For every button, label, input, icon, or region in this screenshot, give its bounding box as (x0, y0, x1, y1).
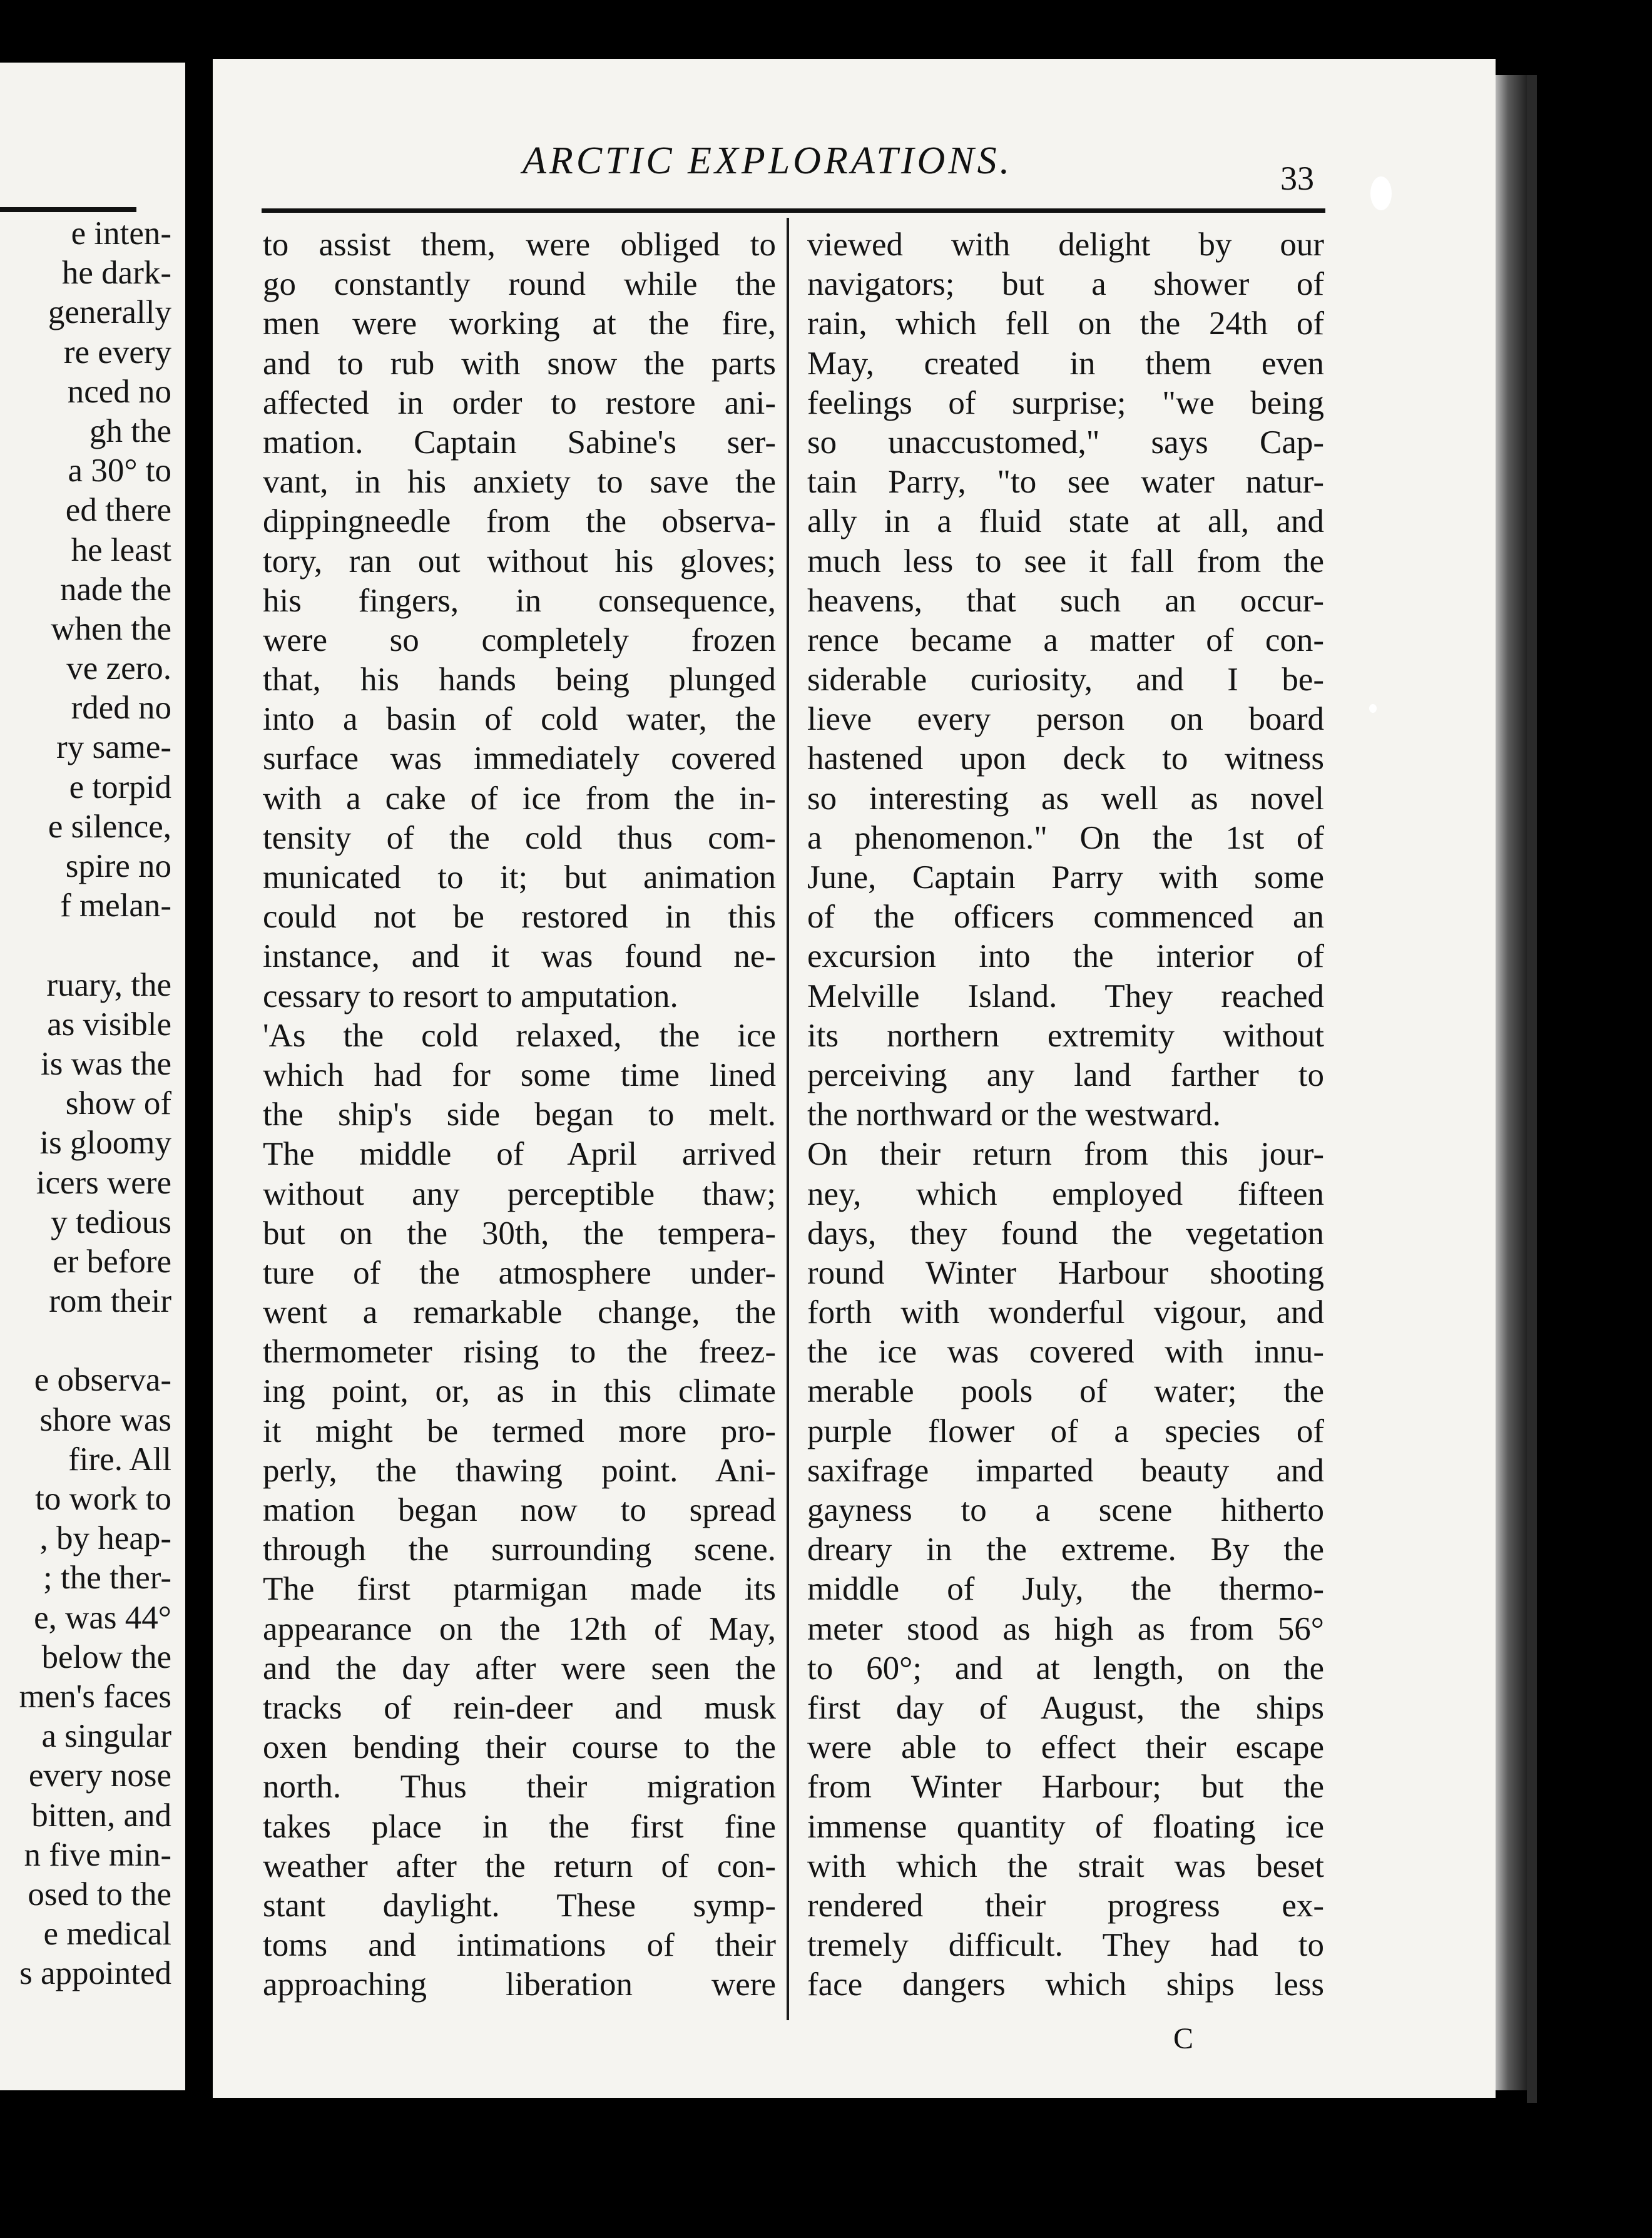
text-line: On their return from this jour- (807, 1136, 1324, 1173)
facing-page-line: e inten- (71, 215, 171, 252)
text-line: excursion into the interior of (807, 938, 1324, 975)
facing-page-text (9, 214, 171, 1993)
text-line: June, Captain Parry with some (807, 859, 1324, 896)
facing-page-line: ve zero. (66, 650, 171, 687)
text-line: with a cake of ice from the in- (263, 780, 776, 817)
text-line: hastened upon deck to witness (807, 740, 1324, 777)
text-line: middle of July, the thermo- (807, 1571, 1324, 1608)
text-line: viewed with delight by our (807, 227, 1324, 263)
text-line: tensity of the cold thus com- (263, 819, 776, 856)
text-line: from Winter Harbour; but the (807, 1769, 1324, 1806)
facing-page-line: e silence, (48, 808, 171, 845)
text-line: that, his hands being plunged (263, 662, 776, 698)
facing-page-line: ; the ther- (43, 1560, 171, 1597)
text-line: tain Parry, "to see water natur- (807, 464, 1324, 501)
text-line: ing point, or, as in this climate (263, 1373, 776, 1410)
text-line: instance, and it was found ne- (263, 938, 776, 975)
text-line: north. Thus their migration (263, 1769, 776, 1806)
facing-page-line: e medical (43, 1916, 171, 1953)
page-edge-dark (1527, 75, 1537, 2103)
facing-page-line: er before (53, 1243, 171, 1280)
column-divider (787, 218, 789, 2020)
text-line: mation. Captain Sabine's ser- (263, 424, 776, 461)
text-line: municated to it; but animation (263, 859, 776, 896)
facing-page-line: generally (48, 294, 171, 331)
text-line: first day of August, the ships (807, 1689, 1324, 1726)
facing-page-line: is was the (40, 1045, 171, 1082)
facing-page-line: ruary, the (46, 966, 171, 1003)
text-line: but on the 30th, the tempera- (263, 1215, 776, 1252)
text-line: saxifrage imparted beauty and (807, 1452, 1324, 1489)
facing-page-line: a 30° to (68, 452, 171, 489)
text-line: round Winter Harbour shooting (807, 1254, 1324, 1291)
text-line: Melville Island. They reached (807, 978, 1324, 1014)
text-line: purple flower of a species of (807, 1413, 1324, 1449)
text-line: heavens, that such an occur- (807, 582, 1324, 619)
facing-page-line: , by heap- (39, 1520, 171, 1557)
text-line: could not be restored in this (263, 899, 776, 936)
facing-page-line: nced no (67, 373, 171, 410)
text-line: men were working at the fire, (263, 305, 776, 342)
facing-page-line: a singular (41, 1718, 171, 1755)
text-line: his fingers, in consequence, (263, 582, 776, 619)
facing-page-line: e, was 44° (34, 1599, 171, 1636)
facing-page-line: nade the (59, 571, 171, 608)
text-line: its northern extremity without (807, 1017, 1324, 1054)
text-line: The first ptarmigan made its (263, 1571, 776, 1608)
facing-page-line: every nose (28, 1757, 171, 1794)
paper-speck (1369, 704, 1377, 713)
facing-page-line: show of (65, 1085, 171, 1122)
text-line: merable pools of water; the (807, 1373, 1324, 1410)
text-line: perly, the thawing point. Ani- (263, 1452, 776, 1489)
text-line: navigators; but a shower of (807, 266, 1324, 303)
facing-page-fragment (0, 63, 185, 2090)
facing-page-line (9, 926, 171, 965)
text-line: rendered their progress ex- (807, 1887, 1324, 1924)
signature-mark: C (1173, 2022, 1194, 2055)
page-edge-shadow (1496, 75, 1527, 2090)
text-line: with which the strait was beset (807, 1847, 1324, 1884)
facing-page-line: he dark- (61, 255, 171, 292)
text-line: so unaccustomed," says Cap- (807, 424, 1324, 461)
facing-page-line: e torpid (69, 769, 171, 805)
text-line: were able to effect their escape (807, 1729, 1324, 1766)
facing-page-line: he least (71, 531, 171, 568)
facing-page-line: shore was (39, 1401, 171, 1438)
text-line: thermometer rising to the freez- (263, 1334, 776, 1371)
text-line: 'As the cold relaxed, the ice (263, 1017, 776, 1054)
facing-page-line: bitten, and (31, 1797, 171, 1834)
text-line: siderable curiosity, and I be- (807, 662, 1324, 698)
text-line: surface was immediately covered (263, 740, 776, 777)
text-line: weather after the return of con- (263, 1847, 776, 1884)
text-line: toms and intimations of their (263, 1927, 776, 1964)
facing-page-line: y tedious (51, 1203, 171, 1240)
text-line: meter stood as high as from 56° (807, 1610, 1324, 1647)
text-line: were so completely frozen (263, 621, 776, 658)
text-line: feelings of surprise; "we being (807, 384, 1324, 421)
facing-page-line: below the (41, 1638, 171, 1675)
page-number: 33 (1280, 160, 1314, 197)
facing-page-line: gh the (89, 412, 171, 449)
text-line: ney, which employed fifteen (807, 1175, 1324, 1212)
text-line: it might be termed more pro- (263, 1413, 776, 1449)
facing-page-line: rom their (49, 1283, 171, 1320)
text-line: vant, in his anxiety to save the (263, 464, 776, 501)
facing-page-line: spire no (65, 848, 171, 884)
text-line: affected in order to restore ani- (263, 384, 776, 421)
facing-page-line: men's faces (19, 1678, 171, 1715)
text-line: through the surrounding scene. (263, 1531, 776, 1568)
facing-page-line: icers were (36, 1164, 171, 1201)
facing-page-line: as visible (47, 1006, 171, 1043)
text-line: rence became a matter of con- (807, 621, 1324, 658)
header-rule (262, 208, 1325, 213)
text-line: into a basin of cold water, the (263, 701, 776, 738)
text-line: dippingneedle from the observa- (263, 503, 776, 540)
text-line: the northward or the westward. (807, 1096, 1221, 1133)
text-line: forth with wonderful vigour, and (807, 1294, 1324, 1331)
text-line: rain, which fell on the 24th of (807, 305, 1324, 342)
text-line: immense quantity of floating ice (807, 1808, 1324, 1845)
facing-page-line: n five min- (24, 1836, 171, 1873)
facing-page-line: osed to the (28, 1876, 171, 1913)
text-line: tory, ran out without his gloves; (263, 543, 776, 580)
text-line: ture of the atmosphere under- (263, 1254, 776, 1291)
facing-page-line: re every (63, 334, 171, 370)
facing-page-line: when the (51, 610, 171, 647)
text-line: stant daylight. These symp- (263, 1887, 776, 1924)
text-line: a phenomenon." On the 1st of (807, 819, 1324, 856)
text-line: appearance on the 12th of May, (263, 1610, 776, 1647)
text-line: days, they found the vegetation (807, 1215, 1324, 1252)
text-line: go constantly round while the (263, 266, 776, 303)
text-line: gayness to a scene hitherto (807, 1492, 1324, 1528)
facing-page-line: ed there (65, 492, 171, 529)
text-line: went a remarkable change, the (263, 1294, 776, 1331)
book-gutter (185, 63, 213, 2090)
text-line: the ship's side began to melt. (263, 1096, 776, 1133)
facing-page-line: fire. All (68, 1441, 171, 1478)
text-line: perceiving any land farther to (807, 1056, 1324, 1093)
text-line: the ice was covered with innu- (807, 1334, 1324, 1371)
text-column-right (807, 225, 1324, 2005)
text-line: dreary in the extreme. By the (807, 1531, 1324, 1568)
text-line: much less to see it fall from the (807, 543, 1324, 580)
text-line: cessary to resort to amputation. (263, 978, 678, 1014)
text-line: of the officers commenced an (807, 899, 1324, 936)
text-column-left (263, 225, 776, 2005)
text-line: without any perceptible thaw; (263, 1175, 776, 1212)
text-line: to assist them, were obliged to (263, 227, 776, 263)
text-line: takes place in the first fine (263, 1808, 776, 1845)
text-line: tracks of rein-deer and musk (263, 1689, 776, 1726)
facing-page-line: to work to (35, 1481, 171, 1517)
text-line: May, created in them even (807, 345, 1324, 382)
facing-page-line: s appointed (19, 1955, 171, 1992)
text-line: and the day after were seen the (263, 1650, 776, 1687)
text-line: to 60°; and at length, on the (807, 1650, 1324, 1687)
text-line: which had for some time lined (263, 1056, 776, 1093)
paper-speck (1370, 176, 1392, 210)
facing-page-line: is gloomy (39, 1125, 171, 1162)
text-line: approaching liberation were (263, 1966, 776, 2003)
text-line: ally in a fluid state at all, and (807, 503, 1324, 540)
facing-page-line: f melan- (59, 887, 171, 924)
text-line: so interesting as well as novel (807, 780, 1324, 817)
facing-page-rule (0, 207, 136, 212)
text-line: and to rub with snow the parts (263, 345, 776, 382)
text-line: lieve every person on board (807, 701, 1324, 738)
facing-page-line: e observa- (34, 1362, 171, 1399)
facing-page-line (9, 1321, 171, 1361)
text-line: mation began now to spread (263, 1492, 776, 1528)
text-line: face dangers which ships less (807, 1966, 1324, 2003)
facing-page-line: rded no (71, 690, 171, 727)
text-line: The middle of April arrived (263, 1136, 776, 1173)
facing-page-line: ry same- (56, 729, 171, 766)
text-line: oxen bending their course to the (263, 1729, 776, 1766)
text-line: tremely difficult. They had to (807, 1927, 1324, 1964)
running-head-title: ARCTIC EXPLORATIONS. (523, 140, 1013, 182)
